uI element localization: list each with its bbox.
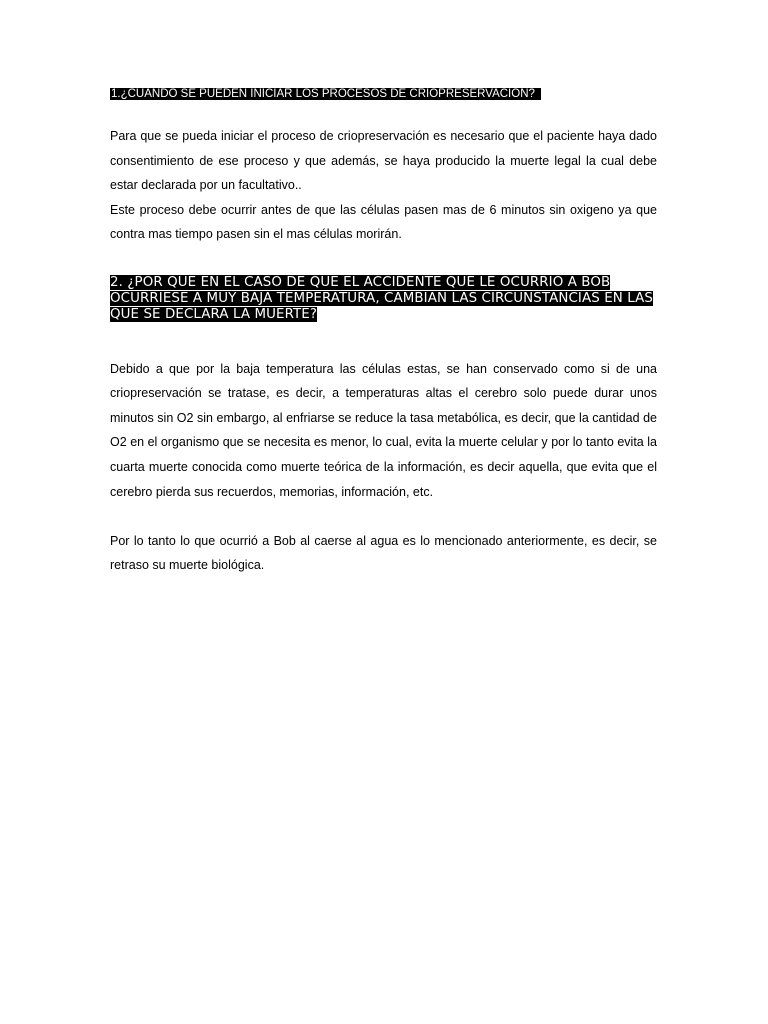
document-body: [110, 86, 657, 578]
question-2-heading: [110, 275, 657, 324]
question-1-heading-text: 1.¿CUÁNDO SE PUEDEN INICIAR LOS PROCESOS DE CRIOPRESERVACIÓN?: [110, 88, 541, 100]
answer-1-paragraph-2: Este proceso debe ocurrir antes de que las células pasen mas de 6 minutos sin oxigeno ya que contra mas tiempo pasen sin el mas células morirán.: [110, 202, 657, 242]
conclusion-paragraph: Por lo tanto lo que ocurrió a Bob al caerse al agua es lo mencionado anteriormente, es decir, se retraso su muerte biológica.: [110, 533, 657, 573]
answer-1-paragraph: Para que se pueda iniciar el proceso de criopreservación es necesario que el paciente haya dado consentimiento de ese proceso y que además, se haya producido la muerte legal la cual debe estar declarada por un facultativo..: [110, 129, 657, 193]
question-1-heading: [110, 86, 657, 102]
answer-2-paragraph: Debido a que por la baja temperatura las células estas, se han conservado como si de una criopreservación se tratase, es decir, a temperaturas altas el cerebro solo puede durar unos minutos sin O2 sin embargo, al enfriarse se reduce la tasa metabólica, es decir, que la cantidad de O2 en el organismo que se necesita es menor, lo cual, evita la muerte celular y por lo tanto evita la cuarta muerte conocida como muerte teórica de la información, es decir aquella, que evita que el cerebro pierda sus recuerdos, memorias, información, etc.: [110, 361, 657, 499]
question-2-heading-text: 2. ¿POR QUE EN EL CASO DE QUE EL ACCIDENTE QUE LE OCURRIO A BOB OCURRIESE A MUY BAJA TEMPERATURA, CAMBIAN LAS CIRCUNSTANCIAS EN LAS QUE SE DECLARA LA MUERTE?: [110, 274, 653, 323]
